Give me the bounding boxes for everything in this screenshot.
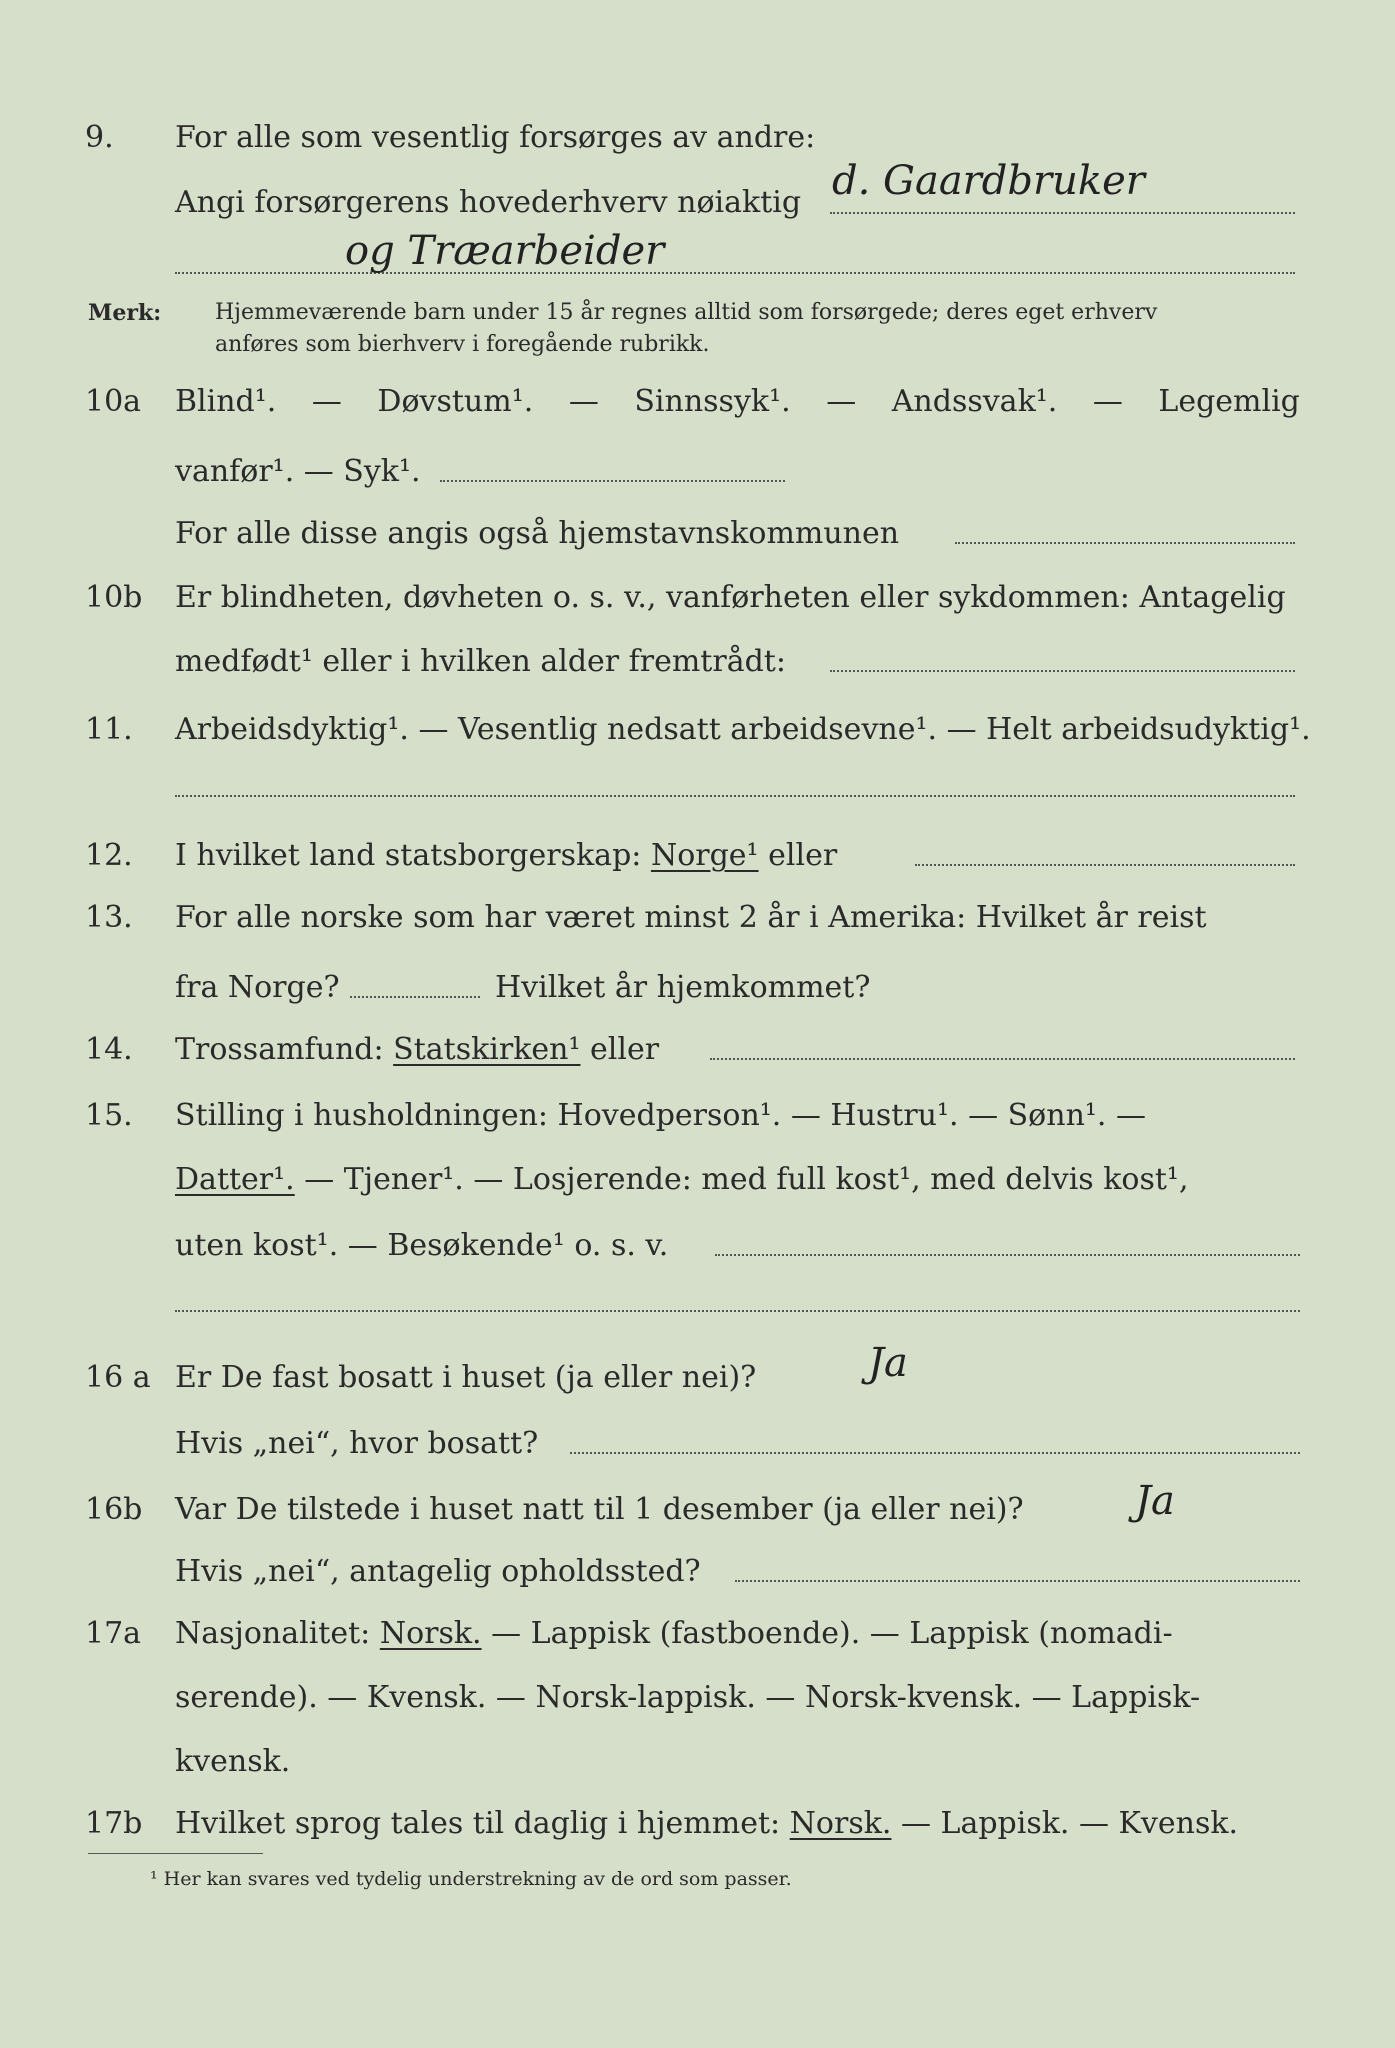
merk-text2: anføres som bierhverv i foregående rubrikk. (215, 332, 710, 357)
q13-number: 13. (85, 900, 133, 935)
option-legemlig[interactable]: Legemlig (1158, 384, 1300, 419)
option-andssvak[interactable]: Andssvak¹. (891, 384, 1058, 419)
q16a-handwritten-answer: Ja (868, 1340, 908, 1386)
q9-text1: For alle som vesentlig forsørges av andre: (175, 120, 816, 155)
q16a-number: 16 a (85, 1360, 151, 1395)
q16b-opholdssted-line[interactable] (735, 1580, 1300, 1582)
footnote-text: Her kan svares ved tydelig understrekning av de ord som passer. (163, 1868, 792, 1890)
q10a-text2: vanfør¹. — Syk¹. (175, 454, 421, 489)
dash: — (311, 384, 342, 419)
q14-number: 14. (85, 1032, 133, 1067)
q17b-post: — Lappisk. — Kvensk. (900, 1806, 1239, 1841)
q16a-text1: Er De fast bosatt i huset (ja eller nei)? (175, 1360, 757, 1395)
q17a-number: 17a (85, 1616, 142, 1651)
q10b-number: 10b (85, 580, 143, 615)
q12-answer-line[interactable] (915, 864, 1295, 866)
q17a-rest: — Lappisk (fastboende). — Lappisk (nomadi- (491, 1616, 1173, 1651)
q15-text2 (175, 1160, 1300, 1200)
merk-label: Merk: (88, 300, 162, 326)
option-sinnssyk[interactable]: Sinnssyk¹. (634, 384, 791, 419)
q17b-pre: Hvilket sprog tales til daglig i hjemmet: (175, 1806, 781, 1841)
q17a-text2: serende). — Kvensk. — Norsk-lappisk. — Norsk-kvensk. — Lappisk- (175, 1680, 1201, 1715)
q17b-number: 17b (85, 1806, 143, 1841)
q14-answer-line[interactable] (710, 1058, 1295, 1060)
q10b-text2: medfødt¹ eller i hvilken alder fremtrådt: (175, 644, 786, 679)
q10a-answer-line[interactable] (440, 480, 785, 482)
q11-text1: Arbeidsdyktig¹. — Vesentlig nedsatt arbeidsevne¹. — Helt arbeidsudyktig¹. (175, 712, 1311, 747)
q13-text2a: fra Norge? (175, 970, 340, 1005)
q17b-selected-norsk[interactable]: Norsk. (789, 1806, 892, 1841)
q13-text2b: Hvilket år hjemkommet? (495, 970, 871, 1005)
merk-text1: Hjemmeværende barn under 15 år regnes alltid som forsørgede; deres eget erhverv (215, 300, 1158, 325)
q15-number: 15. (85, 1098, 133, 1133)
q11-answer-line[interactable] (175, 795, 1295, 797)
q15-extra-line[interactable] (175, 1310, 1300, 1312)
q10a-text3: For alle disse angis også hjemstavnskommunen (175, 516, 900, 551)
q13-text1: For alle norske som har været minst 2 år i Amerika: Hvilket år reist (175, 900, 1207, 935)
q10b-answer-line[interactable] (830, 670, 1295, 672)
q10a-number: 10a (85, 384, 142, 419)
q17a-pre: Nasjonalitet: (175, 1616, 371, 1651)
dash: — (568, 384, 599, 419)
q12-post: eller (768, 838, 838, 873)
q12-pre: I hvilket land statsborgerskap: (175, 838, 642, 873)
footnote (150, 1868, 792, 1890)
q16b-number: 16b (85, 1492, 143, 1527)
footnote-mark: ¹ (150, 1868, 158, 1890)
q14-post: eller (590, 1032, 660, 1067)
q11-number: 11. (85, 712, 133, 747)
option-dovstum[interactable]: Døvstum¹. (377, 384, 534, 419)
q16b-text1: Var De tilstede i huset natt til 1 desember (ja eller nei)? (175, 1492, 1024, 1527)
q14-pre: Trossamfund: (175, 1032, 384, 1067)
q15-text3: uten kost¹. — Besøkende¹ o. s. v. (175, 1228, 669, 1263)
q15-selected-datter[interactable]: Datter¹. (175, 1162, 295, 1197)
q9-number: 9. (85, 120, 114, 155)
q16a-bosatt-line[interactable] (570, 1452, 1300, 1454)
q16b-handwritten-answer: Ja (1135, 1478, 1175, 1524)
q9-answer-line1[interactable] (830, 212, 1295, 214)
q17a-text1 (175, 1614, 1300, 1654)
q9-text2: Angi forsørgerens hovederhverv nøiaktig (175, 185, 802, 220)
q10a-options (175, 382, 1300, 422)
dash: — (1092, 384, 1123, 419)
q12-number: 12. (85, 838, 133, 873)
q10b-text1: Er blindheten, døvheten o. s. v., vanførheten eller sykdommen: Antagelig (175, 580, 1286, 615)
q16a-text2: Hvis „nei“, hvor bosatt? (175, 1426, 539, 1461)
q14-selected-statskirken[interactable]: Statskirken¹ (393, 1032, 581, 1067)
q12-selected-norge[interactable]: Norge¹ (650, 838, 759, 873)
q15-text1: Stilling i husholdningen: Hovedperson¹. — Hustru¹. — Sønn¹. — (175, 1098, 1146, 1133)
q17a-text3: kvensk. (175, 1744, 291, 1779)
option-blind[interactable]: Blind¹. (175, 384, 277, 419)
q9-handwritten-answer2: og Træarbeider (345, 228, 665, 274)
dash: — (826, 384, 857, 419)
q17a-selected-norsk[interactable]: Norsk. (379, 1616, 482, 1651)
q14-text (175, 1030, 1300, 1070)
q9-answer-line2[interactable] (175, 272, 1295, 274)
q17b-text (175, 1804, 1300, 1844)
q10a-hjemstavn-line[interactable] (955, 542, 1295, 544)
q15-answer-line[interactable] (715, 1254, 1300, 1256)
q12-text (175, 836, 1300, 876)
footnote-rule (88, 1853, 263, 1854)
q9-handwritten-answer1: d. Gaardbruker (832, 158, 1145, 204)
q16b-text2: Hvis „nei“, antagelig opholdssted? (175, 1554, 701, 1589)
q15-text2-rest: — Tjener¹. — Losjerende: med full kost¹, med delvis kost¹, (304, 1162, 1189, 1197)
q13-reist-line[interactable] (350, 996, 480, 998)
